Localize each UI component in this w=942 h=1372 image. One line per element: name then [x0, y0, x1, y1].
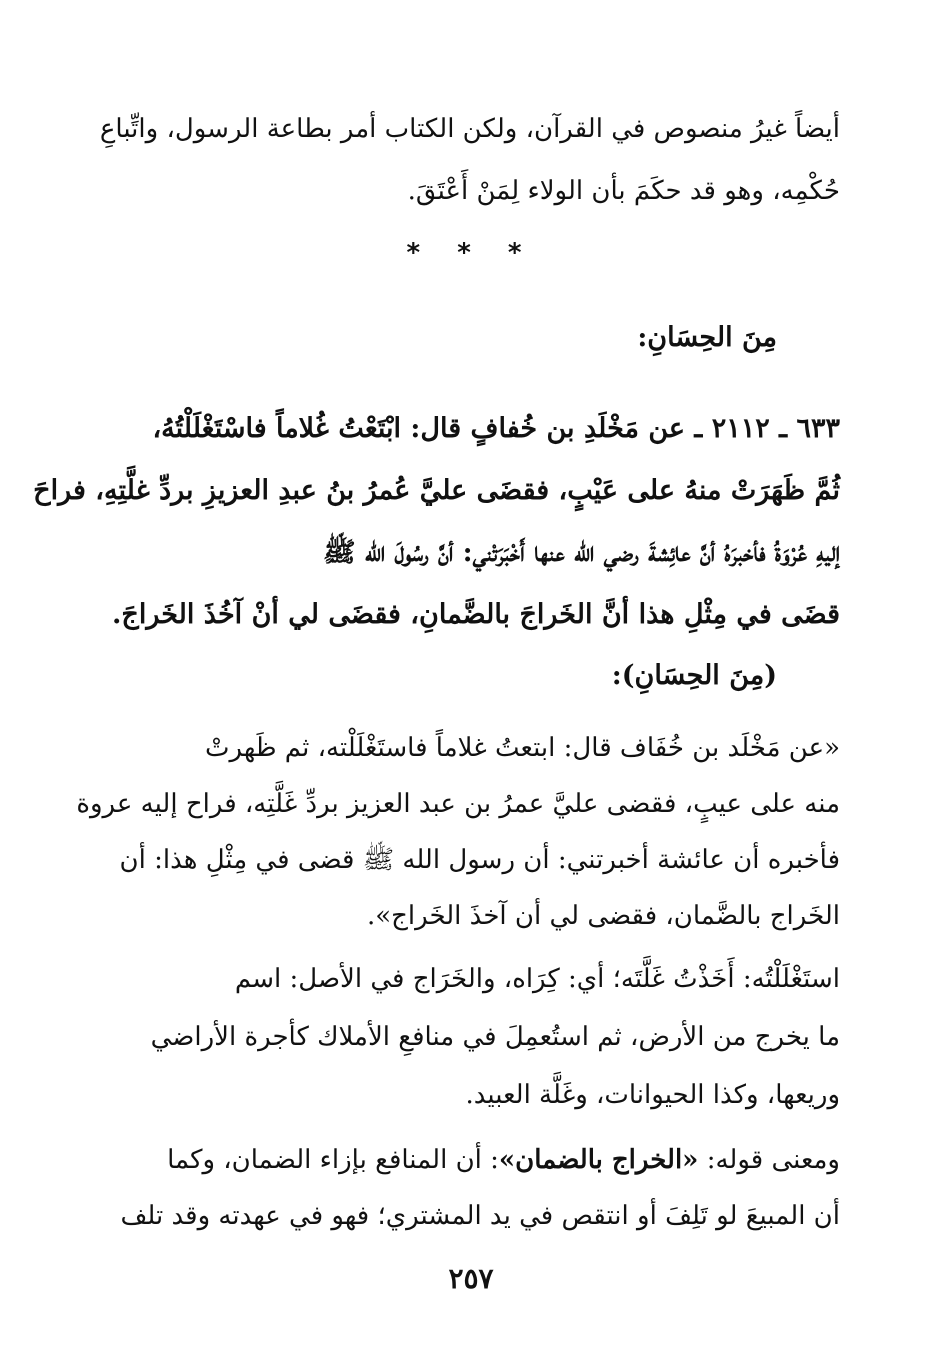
commentary-paragraph-1	[76, 720, 840, 944]
commentary-3-bold-phrase: «الخراج بالضمان»	[498, 1145, 699, 1175]
hadith-line-2: ثُمَّ ظَهَرَتْ منهُ على عَيْبٍ، فقضَى عليَّ عُمرُ بنُ عبدِ العزيزِ بردِّ غلَّتِهِ، فراحَ	[33, 475, 840, 506]
commentary-2-line-3: وريعها، وكذا الحيوانات، وغَلَّة العبيد.	[465, 1080, 840, 1110]
section-heading-hisan: مِنَ الحِسَانِ:	[637, 322, 777, 353]
commentary-heading-hisan: (مِنَ الحِسَانِ):	[611, 660, 777, 691]
commentary-1-line-3: فأخبره أن عائشة أخبرتني: أن رسول الله ﷺ قضى في مِثْلِ هذا: أن	[119, 845, 840, 875]
hadith-paragraph	[33, 398, 840, 646]
commentary-2-line-2: ما يخرج من الأرض، ثم استُعمِلَ في منافعِ الأملاك كأجرة الأراضي	[150, 1022, 840, 1052]
commentary-3-line-1	[128, 1132, 840, 1188]
page-number: ٢٥٧	[448, 1262, 494, 1295]
section-separator: * * *	[406, 238, 536, 268]
commentary-paragraph-3	[120, 1132, 840, 1244]
hadith-line-3: إليهِ عُرْوَةُ فأخبرَهُ أنَّ عائِشةَ رضي الله عنها أَخْبَرَتْني: أنَّ رسُولَ الله ﷺ	[322, 537, 840, 568]
commentary-3-prefix: ومعنى قوله:	[698, 1145, 840, 1175]
intro-line-2: حُكْمِه، وهو قد حكَمَ بأن الولاء لِمَنْ أَعْتَقَ.	[407, 176, 840, 206]
hadith-line-1: ٦٣٣ ـ ٢١١٢ ـ عن مَخْلَدِ بن خُفافٍ قال: ابْتَعْتُ غُلاماً فاسْتَغْلَلْتُهُ،	[152, 413, 840, 444]
commentary-2-line-1: استَغْلَلْتُه: أَخَذْتُ غَلَّتَه؛ أي: كِرَاه، والخَرَاج في الأصل: اسم	[234, 964, 840, 994]
commentary-1-line-4: الخَراج بالضَّمان، فقضى لي أن آخذَ الخَراج».	[366, 901, 840, 931]
commentary-3-line-2: أن المبيعَ لو تَلِفَ أو انتقص في يد المشتري؛ فهو في عهدته وقد تلف	[120, 1201, 840, 1231]
hadith-line-4: قضَى في مِثْلِ هذا أنَّ الخَراجَ بالضَّمانِ، فقضَى لي أنْ آخُذَ الخَراجَ.	[112, 599, 840, 630]
commentary-1-line-1: «عن مَخْلَد بن خُفَاف قال: ابتعتُ غلاماً فاستَغْلَلْته، ثم ظَهرتْ	[205, 733, 840, 763]
commentary-3-rest: : أن المنافع بإزاء الضمان، وكما	[167, 1145, 499, 1175]
intro-paragraph	[99, 98, 840, 222]
commentary-paragraph-2	[128, 950, 840, 1124]
commentary-1-line-2: منه على عيبٍ، فقضى عليَّ عمرُ بن عبد العزيز بردِّ غَلَّتِه، فراح إليه عروة	[76, 789, 840, 819]
intro-line-1: أيضاً غيرُ منصوص في القرآن، ولكن الكتاب أمر بطاعة الرسول، واتِّباعِ	[99, 114, 840, 144]
